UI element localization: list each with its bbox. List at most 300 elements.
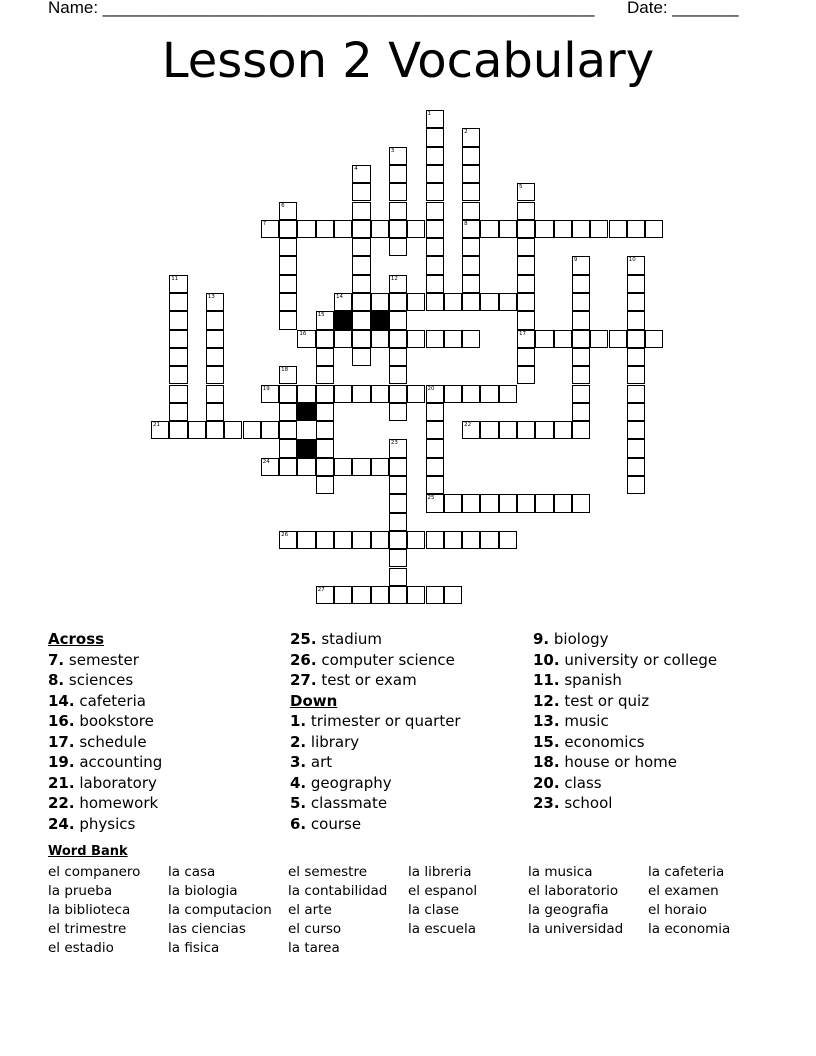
- clue-text: geography: [306, 773, 392, 792]
- crossword-cell[interactable]: [609, 330, 627, 348]
- crossword-cell[interactable]: [261, 220, 279, 238]
- crossword-cell[interactable]: [352, 238, 370, 256]
- crossword-cell[interactable]: [645, 220, 663, 238]
- crossword-cell[interactable]: [517, 256, 535, 274]
- crossword-cell[interactable]: [206, 421, 224, 439]
- crossword-cell[interactable]: [426, 275, 444, 293]
- crossword-cell[interactable]: [371, 220, 389, 238]
- crossword-cell[interactable]: [627, 311, 645, 329]
- crossword-cell[interactable]: [627, 439, 645, 457]
- crossword-cell[interactable]: [224, 421, 242, 439]
- crossword-cell[interactable]: [297, 385, 315, 403]
- crossword-cell[interactable]: [389, 293, 407, 311]
- clue-number: 14.: [48, 691, 75, 710]
- crossword-cell[interactable]: [426, 403, 444, 421]
- crossword-cell[interactable]: [426, 165, 444, 183]
- crossword-cell[interactable]: [426, 147, 444, 165]
- crossword-cell[interactable]: [371, 330, 389, 348]
- crossword-cell[interactable]: [572, 421, 590, 439]
- crossword-cell[interactable]: [169, 311, 187, 329]
- word-bank-item: la biologia: [168, 883, 238, 899]
- crossword-cell[interactable]: [462, 238, 480, 256]
- crossword-cell[interactable]: [517, 183, 535, 201]
- crossword-cell[interactable]: [316, 348, 334, 366]
- crossword-cell[interactable]: [572, 366, 590, 384]
- clue-number: 6.: [290, 814, 307, 833]
- crossword-cell[interactable]: [352, 202, 370, 220]
- crossword-cell[interactable]: [279, 439, 297, 457]
- word-bank-item: el companero: [48, 864, 141, 880]
- crossword-cell[interactable]: [480, 385, 498, 403]
- crossword-cell[interactable]: [407, 293, 425, 311]
- crossword-cell[interactable]: [316, 330, 334, 348]
- crossword-cell[interactable]: [426, 293, 444, 311]
- crossword-cell[interactable]: [371, 293, 389, 311]
- crossword-cell[interactable]: [499, 494, 517, 512]
- clue-text: classmate: [306, 794, 388, 812]
- crossword-cell[interactable]: [554, 421, 572, 439]
- crossword-cell[interactable]: [352, 275, 370, 293]
- crossword-cell[interactable]: [206, 385, 224, 403]
- crossword-cell[interactable]: [352, 531, 370, 549]
- crossword-cell[interactable]: [499, 385, 517, 403]
- crossword-cell[interactable]: [279, 238, 297, 256]
- crossword-cell[interactable]: [426, 256, 444, 274]
- crossword-cell[interactable]: [151, 421, 169, 439]
- crossword-cell[interactable]: [389, 275, 407, 293]
- crossword-cell[interactable]: [352, 311, 370, 329]
- crossword-cell[interactable]: [426, 421, 444, 439]
- crossword-cell[interactable]: [462, 128, 480, 146]
- crossword-cell[interactable]: [169, 366, 187, 384]
- crossword-cell[interactable]: [499, 421, 517, 439]
- crossword-cell[interactable]: [462, 275, 480, 293]
- crossword-cell[interactable]: [627, 476, 645, 494]
- crossword-cell[interactable]: [316, 421, 334, 439]
- crossword-cell[interactable]: [627, 293, 645, 311]
- crossword-cell[interactable]: [480, 293, 498, 311]
- clue-number: 8.: [48, 671, 65, 689]
- crossword-cell[interactable]: [389, 568, 407, 586]
- crossword-cell[interactable]: [334, 330, 352, 348]
- crossword-cell[interactable]: [462, 494, 480, 512]
- crossword-cell[interactable]: [389, 311, 407, 329]
- clue-item: [290, 629, 461, 650]
- clue-item: [48, 650, 162, 671]
- crossword-cell[interactable]: [389, 330, 407, 348]
- crossword-cell[interactable]: [444, 494, 462, 512]
- crossword-cell[interactable]: [517, 494, 535, 512]
- crossword-cell[interactable]: [169, 403, 187, 421]
- crossword-cell[interactable]: [389, 348, 407, 366]
- cell-number: 4: [354, 165, 358, 172]
- word-bank-item: la clase: [408, 902, 460, 918]
- crossword-cell[interactable]: [444, 586, 462, 604]
- clue-text: library: [306, 732, 360, 751]
- crossword-cell[interactable]: [316, 311, 334, 329]
- crossword-cell[interactable]: [645, 330, 663, 348]
- crossword-cell[interactable]: [590, 220, 608, 238]
- crossword-cell[interactable]: [261, 458, 279, 476]
- clue-number: 23.: [533, 794, 560, 812]
- crossword-cell[interactable]: [480, 531, 498, 549]
- clue-number: 19.: [48, 753, 75, 771]
- crossword-cell[interactable]: [389, 165, 407, 183]
- crossword-cell[interactable]: [426, 439, 444, 457]
- crossword-cell[interactable]: [389, 403, 407, 421]
- word-bank-item: el examen: [648, 883, 719, 899]
- crossword-cell[interactable]: [169, 421, 187, 439]
- crossword-cell[interactable]: [462, 421, 480, 439]
- crossword-cell[interactable]: [279, 403, 297, 421]
- word-bank-item: la computacion: [168, 902, 272, 918]
- word-bank-item: la libreria: [408, 864, 472, 880]
- crossword-cell[interactable]: [499, 293, 517, 311]
- cell-number: 21: [153, 422, 160, 429]
- crossword-cell[interactable]: [609, 220, 627, 238]
- crossword-cell[interactable]: [572, 256, 590, 274]
- word-bank-item: la tarea: [288, 940, 340, 956]
- crossword-cell[interactable]: [352, 348, 370, 366]
- crossword-cell[interactable]: [627, 366, 645, 384]
- clue-text: homework: [74, 794, 159, 812]
- clue-text: spanish: [559, 671, 622, 689]
- crossword-cell[interactable]: [517, 202, 535, 220]
- crossword-cell[interactable]: [480, 421, 498, 439]
- crossword-cell[interactable]: [462, 256, 480, 274]
- clue-text: physics: [74, 814, 136, 833]
- crossword-cell[interactable]: [517, 293, 535, 311]
- crossword-cell[interactable]: [426, 494, 444, 512]
- crossword-cell[interactable]: [334, 458, 352, 476]
- crossword-cell[interactable]: [279, 311, 297, 329]
- crossword-cell[interactable]: [426, 128, 444, 146]
- crossword-cell[interactable]: [517, 311, 535, 329]
- crossword-cell[interactable]: [352, 165, 370, 183]
- crossword-cell[interactable]: [426, 458, 444, 476]
- crossword-cell[interactable]: [389, 513, 407, 531]
- crossword-cell[interactable]: [426, 330, 444, 348]
- crossword-cell[interactable]: [389, 220, 407, 238]
- crossword-cell[interactable]: [389, 458, 407, 476]
- clues-column-1: [48, 629, 162, 834]
- crossword-cell[interactable]: [535, 494, 553, 512]
- crossword-cell[interactable]: [407, 385, 425, 403]
- clue-number: 1.: [290, 712, 307, 730]
- crossword-cell[interactable]: [316, 458, 334, 476]
- word-bank-item: la casa: [168, 864, 216, 880]
- clue-number: 9.: [533, 630, 550, 648]
- crossword-cell[interactable]: [389, 238, 407, 256]
- crossword-cell[interactable]: [169, 330, 187, 348]
- crossword-cell[interactable]: [352, 385, 370, 403]
- crossword-cell[interactable]: [444, 385, 462, 403]
- crossword-cell[interactable]: [389, 439, 407, 457]
- clue-text: schedule: [74, 732, 147, 751]
- crossword-cell[interactable]: [572, 403, 590, 421]
- crossword-cell[interactable]: [517, 421, 535, 439]
- crossword-cell[interactable]: [206, 366, 224, 384]
- crossword-cell[interactable]: [352, 256, 370, 274]
- word-bank-column: [408, 863, 477, 939]
- crossword-cell[interactable]: [554, 220, 572, 238]
- crossword-cell[interactable]: [426, 586, 444, 604]
- crossword-cell[interactable]: [572, 311, 590, 329]
- clue-number: 12.: [533, 691, 560, 710]
- clue-text: cafeteria: [74, 691, 146, 710]
- crossword-cell[interactable]: [371, 531, 389, 549]
- crossword-cell[interactable]: [462, 220, 480, 238]
- crossword-cell[interactable]: [480, 220, 498, 238]
- crossword-cell[interactable]: [334, 586, 352, 604]
- crossword-cell[interactable]: [554, 494, 572, 512]
- crossword-cell[interactable]: [426, 183, 444, 201]
- crossword-cell[interactable]: [261, 421, 279, 439]
- crossword-cell[interactable]: [206, 311, 224, 329]
- crossword-cell[interactable]: [279, 385, 297, 403]
- crossword-cell[interactable]: [389, 385, 407, 403]
- crossword-cell[interactable]: [462, 183, 480, 201]
- word-bank-item: el espanol: [408, 883, 478, 899]
- crossword-cell[interactable]: [352, 220, 370, 238]
- crossword-cell[interactable]: [444, 531, 462, 549]
- crossword-cell[interactable]: [407, 330, 425, 348]
- crossword-cell[interactable]: [297, 330, 315, 348]
- crossword-cell[interactable]: [627, 458, 645, 476]
- crossword-cell[interactable]: [389, 476, 407, 494]
- word-bank-column: [648, 863, 730, 939]
- clue-text: music: [559, 712, 609, 730]
- crossword-cell[interactable]: [279, 275, 297, 293]
- cell-number: 20: [427, 385, 435, 392]
- clue-text: trimester or quarter: [306, 712, 461, 730]
- clue-item: [48, 732, 162, 753]
- crossword-cell[interactable]: [206, 348, 224, 366]
- cell-number: 7: [262, 220, 267, 227]
- clue-item: [533, 793, 717, 814]
- crossword-cell[interactable]: [279, 220, 297, 238]
- cell-number: 16: [299, 330, 307, 337]
- crossword-cell[interactable]: [389, 586, 407, 604]
- crossword-cell[interactable]: [426, 220, 444, 238]
- crossword-cell[interactable]: [407, 531, 425, 549]
- crossword-cell[interactable]: [572, 494, 590, 512]
- crossword-cell[interactable]: [352, 293, 370, 311]
- cell-number: 6: [281, 202, 285, 209]
- crossword-cell[interactable]: [206, 330, 224, 348]
- crossword-cell[interactable]: [462, 385, 480, 403]
- crossword-cell[interactable]: [444, 293, 462, 311]
- crossword-cell[interactable]: [279, 202, 297, 220]
- crossword-cell[interactable]: [462, 202, 480, 220]
- crossword-cell[interactable]: [426, 238, 444, 256]
- clue-text: course: [306, 814, 362, 833]
- clue-number: 3.: [290, 753, 307, 771]
- crossword-cell[interactable]: [316, 403, 334, 421]
- clue-text: university or college: [559, 650, 718, 669]
- word-bank-title: Word Bank: [48, 844, 128, 859]
- word-bank-item: la geografia: [528, 902, 609, 918]
- clue-number: 22.: [48, 794, 75, 812]
- crossword-cell[interactable]: [389, 531, 407, 549]
- cell-number: 3: [390, 147, 395, 154]
- crossword-cell[interactable]: [462, 330, 480, 348]
- clue-number: 11.: [533, 671, 560, 689]
- clue-number: 18.: [533, 753, 560, 771]
- clue-number: 2.: [290, 732, 307, 751]
- crossword-cell[interactable]: [627, 348, 645, 366]
- crossword-cell[interactable]: [316, 531, 334, 549]
- crossword-cell[interactable]: [535, 330, 553, 348]
- crossword-cell[interactable]: [316, 220, 334, 238]
- crossword-cell[interactable]: [279, 458, 297, 476]
- cell-number: 11: [171, 275, 179, 282]
- cell-number: 19: [262, 385, 270, 392]
- crossword-cell[interactable]: [462, 531, 480, 549]
- crossword-cell[interactable]: [627, 256, 645, 274]
- word-bank-item: la escuela: [408, 921, 476, 937]
- crossword-cell[interactable]: [316, 476, 334, 494]
- crossword-cell[interactable]: [279, 531, 297, 549]
- crossword-cell[interactable]: [499, 531, 517, 549]
- crossword-black-cell: [297, 439, 315, 457]
- crossword-cell[interactable]: [352, 458, 370, 476]
- crossword-cell[interactable]: [279, 293, 297, 311]
- crossword-cell[interactable]: [462, 147, 480, 165]
- crossword-cell[interactable]: [535, 421, 553, 439]
- crossword-cell[interactable]: [572, 275, 590, 293]
- crossword-cell[interactable]: [352, 330, 370, 348]
- crossword-cell[interactable]: [206, 293, 224, 311]
- crossword-cell[interactable]: [517, 366, 535, 384]
- crossword-cell[interactable]: [334, 293, 352, 311]
- clue-number: 4.: [290, 773, 307, 792]
- crossword-cell[interactable]: [389, 202, 407, 220]
- crossword-cell[interactable]: [279, 366, 297, 384]
- crossword-cell[interactable]: [371, 458, 389, 476]
- cell-number: 13: [207, 294, 215, 300]
- clue-text: art: [306, 753, 333, 771]
- word-bank-column: [528, 863, 623, 939]
- crossword-cell[interactable]: [297, 531, 315, 549]
- crossword-cell[interactable]: [169, 275, 187, 293]
- cell-number: 15: [317, 312, 325, 319]
- clue-number: 13.: [533, 712, 560, 730]
- crossword-cell[interactable]: [407, 586, 425, 604]
- crossword-cell[interactable]: [316, 439, 334, 457]
- crossword-cell[interactable]: [517, 220, 535, 238]
- crossword-cell[interactable]: [407, 220, 425, 238]
- crossword-cell[interactable]: [572, 220, 590, 238]
- crossword-cell[interactable]: [444, 330, 462, 348]
- name-field-label: Name: ____________________________________________________: [48, 0, 595, 17]
- crossword-cell[interactable]: [389, 494, 407, 512]
- crossword-cell[interactable]: [517, 275, 535, 293]
- crossword-cell[interactable]: [535, 220, 553, 238]
- crossword-cell[interactable]: [389, 366, 407, 384]
- clue-item: [48, 670, 162, 691]
- crossword-cell[interactable]: [426, 476, 444, 494]
- crossword-cell[interactable]: [389, 549, 407, 567]
- crossword-cell[interactable]: [499, 220, 517, 238]
- cell-number: 22: [464, 422, 472, 429]
- clue-item: [48, 773, 162, 794]
- crossword-cell[interactable]: [316, 385, 334, 403]
- crossword-cell[interactable]: [572, 330, 590, 348]
- crossword-cell[interactable]: [480, 494, 498, 512]
- crossword-cell[interactable]: [462, 165, 480, 183]
- crossword-cell[interactable]: [188, 421, 206, 439]
- crossword-cell[interactable]: [627, 385, 645, 403]
- crossword-cell[interactable]: [426, 110, 444, 128]
- crossword-cell[interactable]: [169, 293, 187, 311]
- clue-number: 25.: [290, 630, 317, 648]
- crossword-cell[interactable]: [627, 275, 645, 293]
- cell-number: 14: [336, 294, 343, 300]
- cell-number: 27: [317, 586, 325, 593]
- crossword-cell[interactable]: [279, 256, 297, 274]
- crossword-cell[interactable]: [334, 385, 352, 403]
- crossword-cell[interactable]: [572, 293, 590, 311]
- crossword-cell[interactable]: [279, 421, 297, 439]
- clue-text: stadium: [316, 630, 383, 648]
- crossword-cell[interactable]: [169, 385, 187, 403]
- crossword-cell[interactable]: [554, 330, 572, 348]
- crossword-cell[interactable]: [371, 586, 389, 604]
- crossword-cell[interactable]: [389, 147, 407, 165]
- clue-text: biology: [549, 630, 609, 648]
- crossword-cell[interactable]: [352, 586, 370, 604]
- clues-column-3: [533, 629, 717, 814]
- crossword-cell[interactable]: [352, 183, 370, 201]
- crossword-cell[interactable]: [206, 403, 224, 421]
- crossword-cell[interactable]: [590, 330, 608, 348]
- crossword-cell[interactable]: [627, 403, 645, 421]
- crossword-cell[interactable]: [297, 220, 315, 238]
- clue-text: class: [559, 773, 602, 792]
- crossword-cell[interactable]: [462, 293, 480, 311]
- clue-item: [48, 691, 162, 712]
- crossword-cell[interactable]: [517, 238, 535, 256]
- crossword-cell[interactable]: [261, 385, 279, 403]
- date-field-label: Date: _______: [627, 0, 739, 17]
- crossword-cell[interactable]: [517, 348, 535, 366]
- crossword-cell[interactable]: [572, 348, 590, 366]
- crossword-cell[interactable]: [426, 202, 444, 220]
- clue-item: [290, 773, 461, 794]
- crossword-cell[interactable]: [243, 421, 261, 439]
- crossword-cell[interactable]: [389, 183, 407, 201]
- crossword-cell[interactable]: [334, 531, 352, 549]
- crossword-cell[interactable]: [627, 330, 645, 348]
- clue-item: [533, 629, 717, 650]
- crossword-cell[interactable]: [627, 220, 645, 238]
- crossword-cell[interactable]: [316, 586, 334, 604]
- crossword-cell[interactable]: [297, 458, 315, 476]
- crossword-cell[interactable]: [517, 330, 535, 348]
- clue-item: [533, 711, 717, 732]
- crossword-cell[interactable]: [627, 421, 645, 439]
- crossword-cell[interactable]: [426, 385, 444, 403]
- crossword-cell[interactable]: [316, 366, 334, 384]
- crossword-cell[interactable]: [334, 220, 352, 238]
- crossword-cell[interactable]: [371, 385, 389, 403]
- word-bank-item: el arte: [288, 902, 332, 918]
- crossword-cell[interactable]: [426, 531, 444, 549]
- word-bank-item: la biblioteca: [48, 902, 131, 918]
- crossword-cell[interactable]: [572, 385, 590, 403]
- crossword-cell[interactable]: [169, 348, 187, 366]
